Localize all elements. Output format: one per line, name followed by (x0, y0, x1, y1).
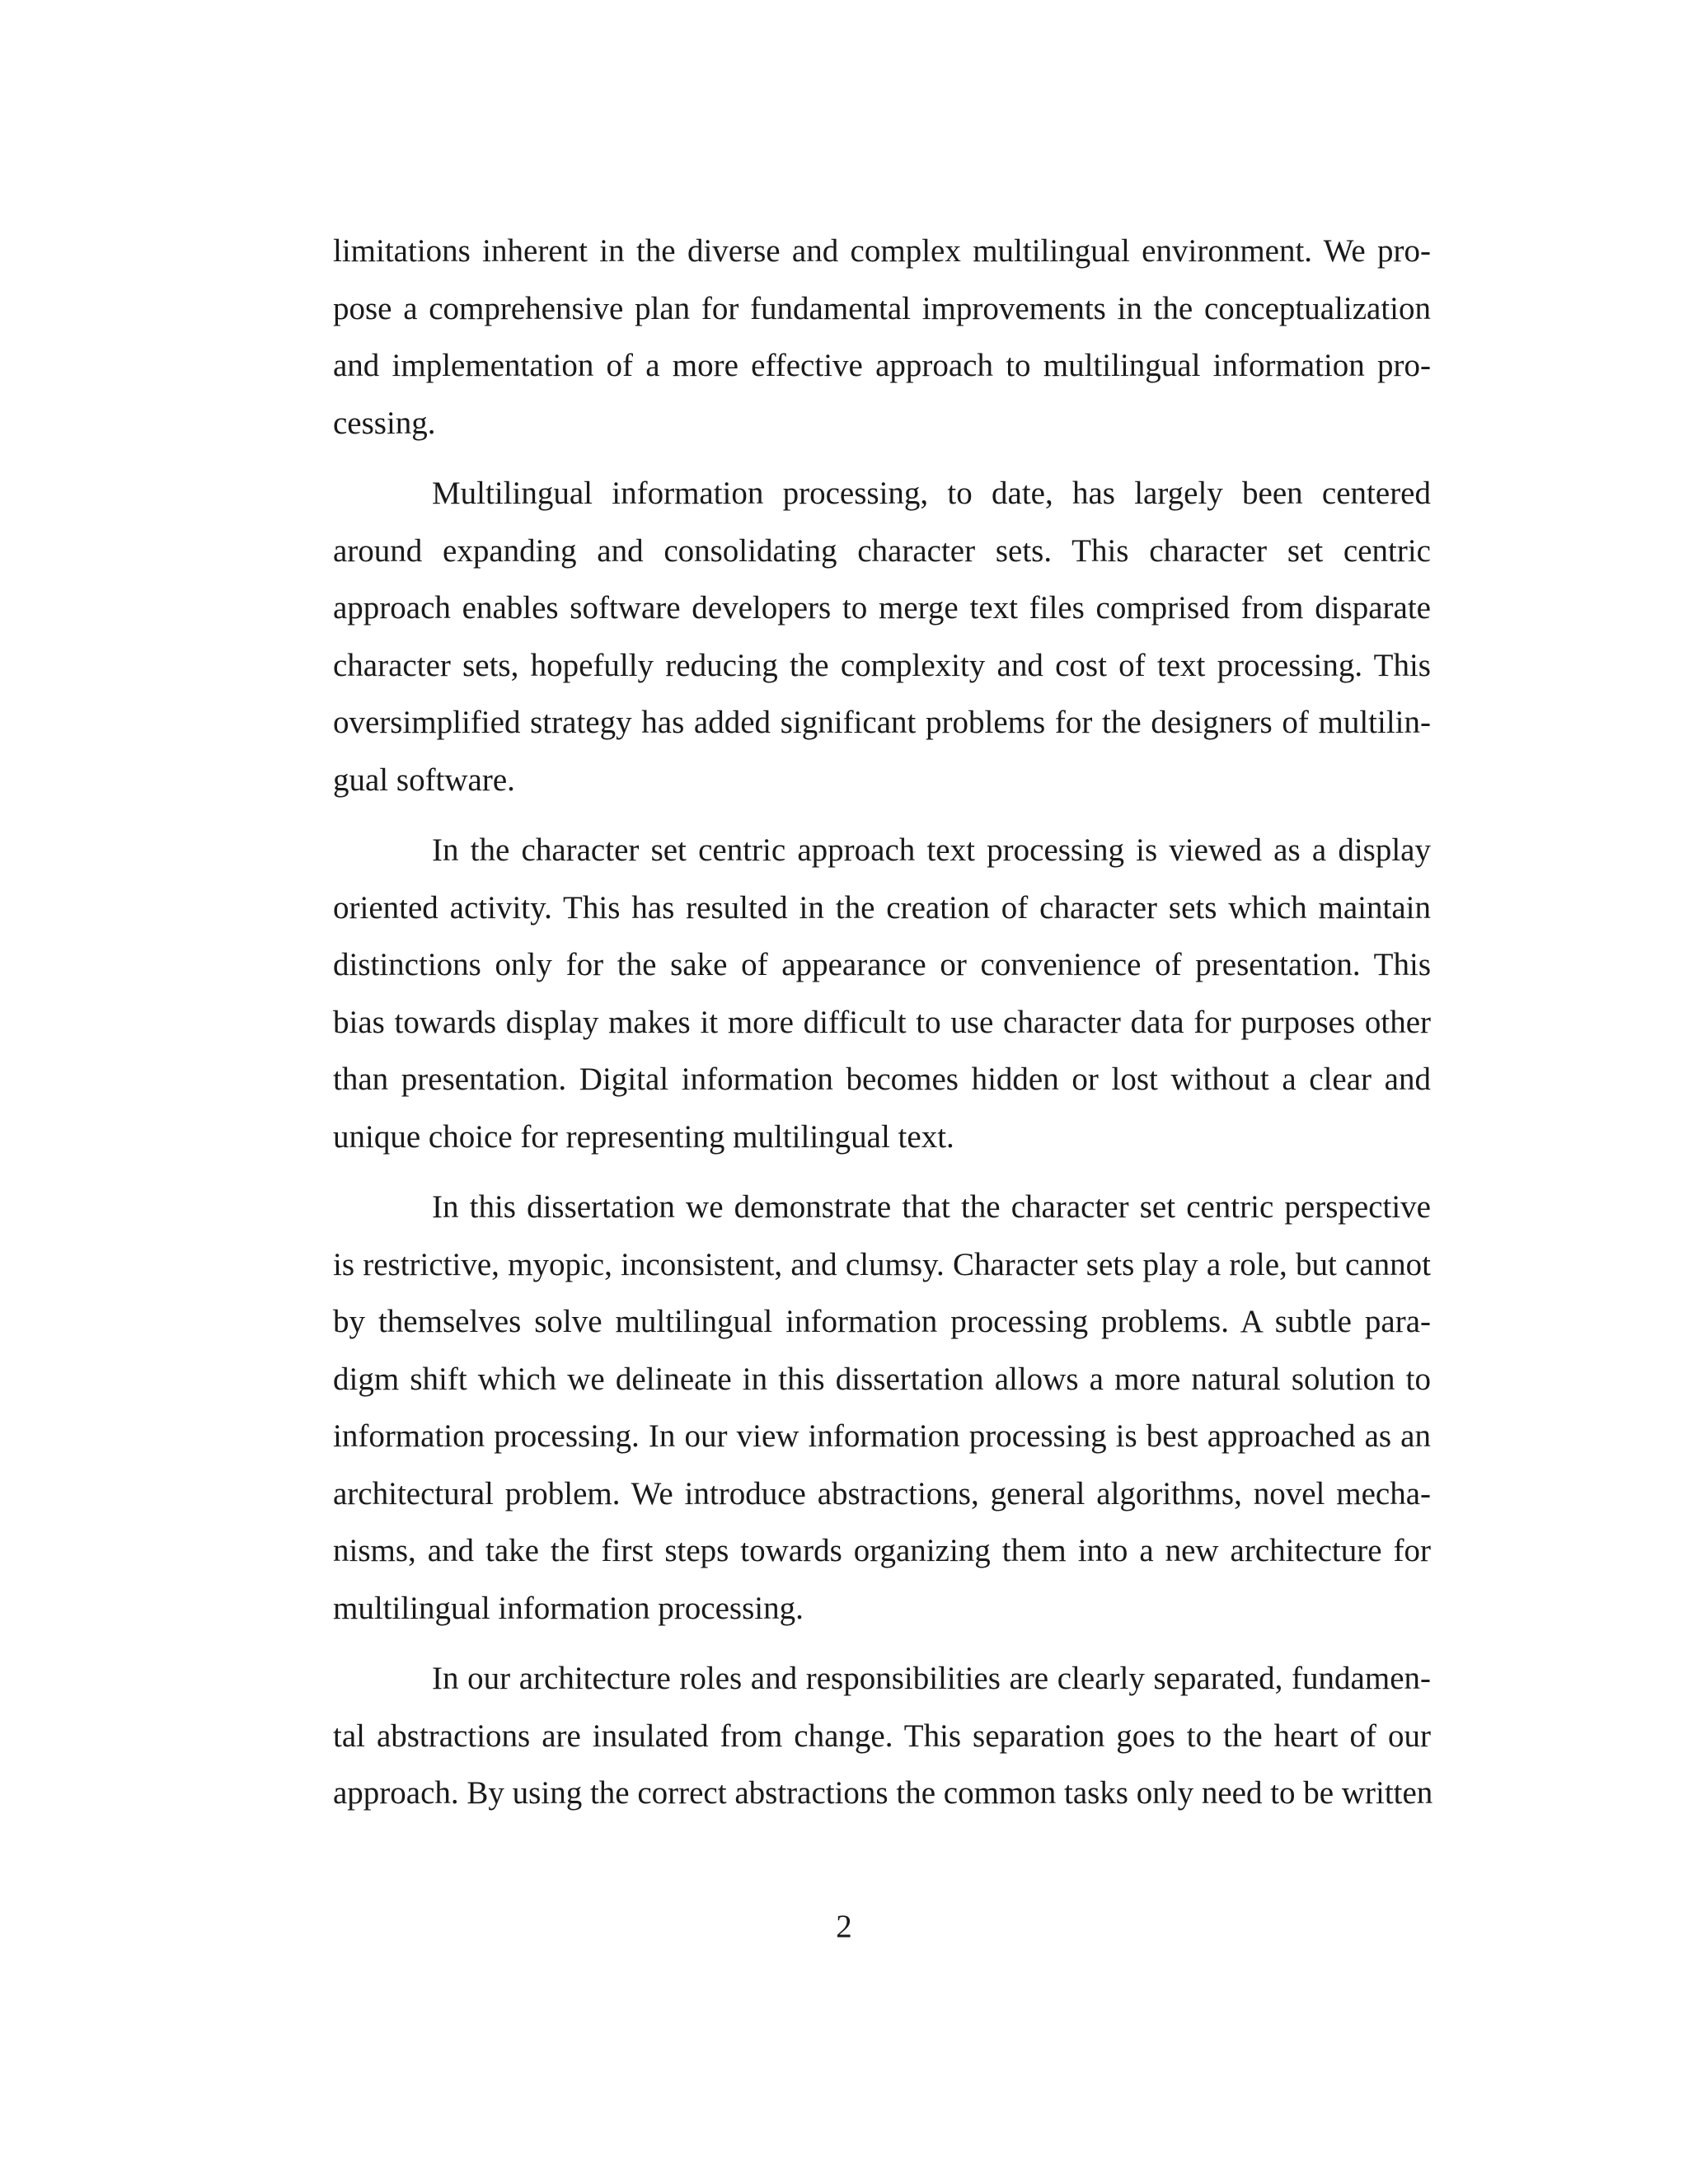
text-line: nisms, and take the first steps towards organizing them into a new architecture for (333, 1533, 1431, 1568)
text-line: bias towards display makes it more difficult to use character data for purposes other (333, 1004, 1431, 1040)
text-line: digm shift which we delineate in this dissertation allows a more natural solution to (333, 1361, 1431, 1397)
paragraph (333, 223, 1431, 452)
text-line: by themselves solve multilingual information processing problems. A subtle para- (333, 1304, 1431, 1339)
text-line: is restrictive, myopic, inconsistent, and clumsy. Character sets play a role, but cannot (333, 1246, 1431, 1282)
text-line: unique choice for representing multilingual text. (333, 1118, 954, 1155)
text-line: information processing. In our view information processing is best approached as an (333, 1418, 1431, 1454)
text-line: oversimplified strategy has added significant problems for the designers of multilin- (333, 705, 1431, 740)
text-line: cessing. (333, 405, 436, 441)
text-line: around expanding and consolidating character sets. This character set centric (333, 532, 1431, 569)
paragraph (333, 1179, 1431, 1637)
text-line: Multilingual information processing, to date, has largely been centered (432, 476, 1431, 511)
text-line: limitations inherent in the diverse and complex multilingual environment. We pro- (333, 233, 1431, 269)
text-line: oriented activity. This has resulted in the creation of character sets which maintain (333, 889, 1431, 926)
text-line: In this dissertation we demonstrate that the character set centric perspective (432, 1189, 1431, 1225)
text-line: character sets, hopefully reducing the complexity and cost of text processing. This (333, 647, 1431, 683)
text-line: distinctions only for the sake of appearance or convenience of presentation. This (333, 947, 1431, 982)
text-line: In our architecture roles and responsibilities are clearly separated, fundamen- (432, 1661, 1431, 1696)
text-line: multilingual information processing. (333, 1590, 804, 1626)
text-line: approach enables software developers to merge text files comprised from disparate (333, 590, 1431, 626)
paragraph (333, 822, 1431, 1165)
text-line: pose a comprehensive plan for fundamental improvements in the conceptualization (333, 290, 1431, 326)
text-line: tal abstractions are insulated from change. This separation goes to the heart of our (333, 1718, 1431, 1754)
paragraph (333, 1650, 1431, 1822)
text-line: gual software. (333, 762, 515, 798)
paragraph (333, 465, 1431, 808)
text-line: In the character set centric approach text processing is viewed as a display (432, 832, 1431, 868)
text-line: and implementation of a more effective approach to multilingual information pro- (333, 348, 1431, 383)
page-number: 2 (836, 1909, 852, 1944)
text-line: than presentation. Digital information becomes hidden or lost without a clear and (333, 1062, 1431, 1097)
text-line: approach. By using the correct abstractions the common tasks only need to be written (333, 1775, 1433, 1811)
body-text (333, 223, 1431, 1835)
text-line: architectural problem. We introduce abstractions, general algorithms, novel mecha- (333, 1475, 1431, 1511)
